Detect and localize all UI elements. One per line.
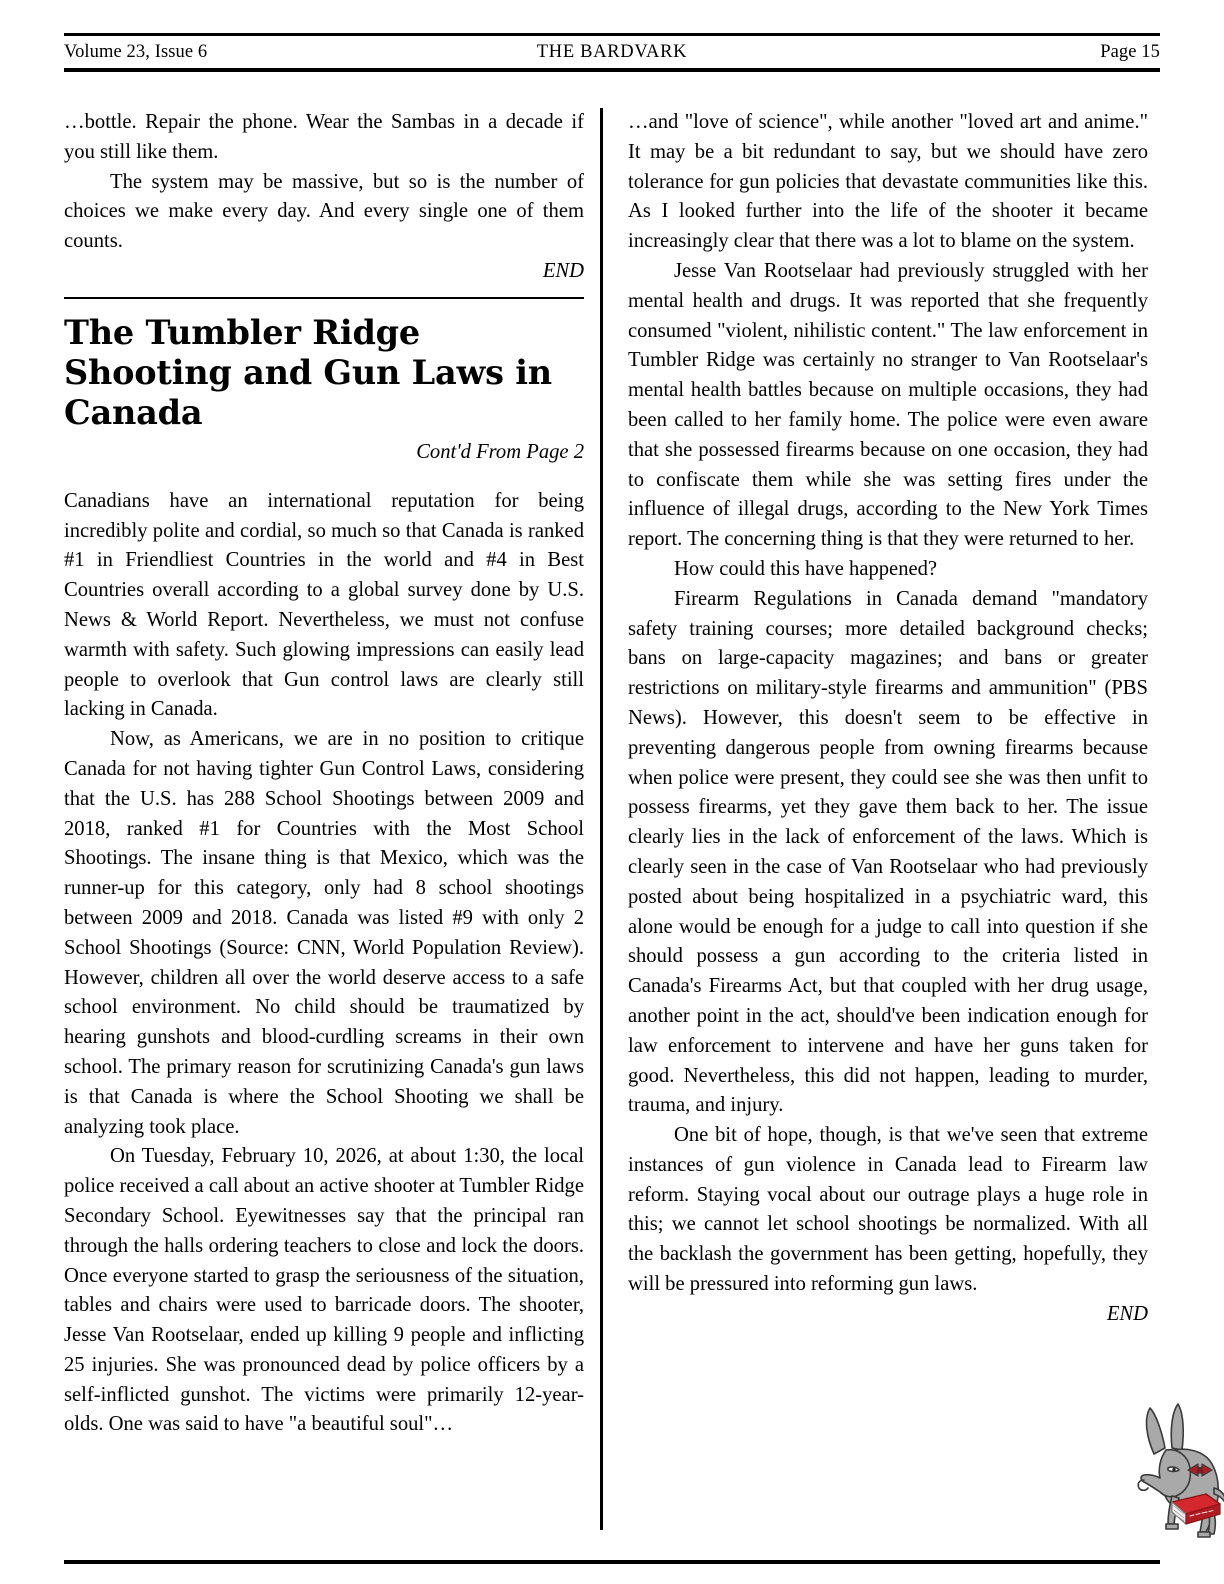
aardvark-mascot-illustration — [1128, 1392, 1224, 1544]
article-paragraph: Jesse Van Rootselaar had previously struggled with her mental health and drugs. It was reported that she frequently consumed "violent, nihilistic content." The law enforcement in Tumbler Ridge was certainly no stranger to Van Rootselaar's mental health battles because on multiple occasions, they had been called to her family home. The police were even aware that she possessed firearms because on one occasion, they had to confiscate them while she was setting fires under the influence of illegal drugs, according to the New York Times report. The concerning thing is that they were returned to her. — [628, 259, 1148, 551]
prev-article-end-mark: END — [542, 259, 584, 282]
story-separator-rule — [64, 297, 584, 299]
masthead — [64, 36, 1160, 68]
article-end-mark: END — [1106, 1302, 1148, 1325]
prev-article-paragraph: …bottle. Repair the phone. Wear the Sambas in a decade if you still like them. — [64, 111, 584, 163]
footer-rule — [64, 1560, 1160, 1564]
headline-spacer — [64, 465, 584, 487]
article-paragraph: How could this have happened? — [674, 557, 938, 580]
masthead-rule-bottom — [64, 68, 1160, 72]
right-column — [628, 108, 1148, 1330]
article-paragraph: On Tuesday, February 10, 2026, at about 1:30, the local police received a call about an active shooter at Tumbler Ridge Secondary School. Eyewitnesses say that the principal ran through the halls ordering teachers to close and lock the doors. Once everyone started to grasp the seriousness of the situation, tables and chairs were used to barricade doors. The shooter, Jesse Van Rootselaar, ended up killing 9 people and inflicting 25 injuries. She was pronounced dead by police officers by a self-inflicted gunshot. The victims were primarily 12-year-olds. One was said to have "a beautiful soul"… — [64, 1145, 584, 1436]
left-column — [64, 108, 584, 1440]
article-paragraph: Canadians have an international reputation for being incredibly polite and cordial, so much so that Canada is ranked #1 in Friendliest Countries in the world and #4 in Best Countries overall according to a global survey done by U.S. News & World Report. Nevertheless, we must not confuse warmth with safety. Such glowing impressions can easily lead people to overlook that Gun control laws are clearly still lacking in Canada. — [64, 489, 584, 721]
article-paragraph: Firearm Regulations in Canada demand "mandatory safety training courses; more detailed background checks; bans on large-capacity magazines; and bans or greater restrictions on military-style firearms and ammunition" (PBS News). However, this doesn't seem to be effective in preventing dangerous people from owning firearms because when police were present, they could see she was then unfit to possess firearms, yet they gave them back to her. The issue clearly lies in the lack of enforcement of the laws. Which is clearly seen in the case of Van Rootselaar who had previously posted about being hospitalized in a psychiatric ward, this alone would be enough for a judge to call into question if she should possess a gun according to the criteria listed in Canada's Firearms Act, but that coupled with her drug usage, another point in the act, should've been indication enough for law enforcement to intervene and have her guns taken for good. Nevertheless, this did not happen, leading to murder, trauma, and injury. — [628, 587, 1148, 1117]
prev-article-paragraph: The system may be massive, but so is the number of choices we make every day. And every single one of them counts. — [64, 170, 584, 253]
masthead-page-number: Page 15 — [1100, 41, 1160, 62]
column-divider — [600, 108, 603, 1530]
continued-from-label: Cont'd From Page 2 — [416, 440, 584, 463]
article-headline: The Tumbler Ridge Shooting and Gun Laws in Canada — [64, 312, 552, 432]
masthead-title: THE BARDVARK — [536, 41, 688, 62]
article-paragraph: Now, as Americans, we are in no position to critique Canada for not having tighter Gun Control Laws, considering that the U.S. has 288 School Shootings between 2009 and 2018, ranked #1 for Countries with the Most School Shootings. The insane thing is that Mexico, which was the runner-up for this category, only had 8 school shootings between 2009 and 2018. Canada was listed #9 with only 2 School Shootings (Source: CNN, World Population Review). However, children all over the world deserve access to a safe school environment. No child should be traumatized by hearing gunshots and blood-curdling screams in their own school. The primary reason for scrutinizing Canada's gun laws is that Canada is where the School Shooting we shall be analyzing took place. — [64, 728, 584, 1138]
article-paragraph: One bit of hope, though, is that we've seen that extreme instances of gun violence in Canada lead to Firearm law reform. Staying vocal about our outrage plays a huge role in this; we cannot let school shootings be normalized. With all the backlash the government has been getting, hopefully, they will be pressured into reforming gun laws. — [628, 1124, 1148, 1296]
masthead-volume: Volume 23, Issue 6 — [64, 41, 208, 62]
article-paragraph: …and "love of science", while another "loved art and anime." It may be a bit redundant to say, but we should have zero tolerance for gun policies that devastate communities like this. As I looked further into the life of the shooter it became increasingly clear that there was a lot to blame on the system. — [628, 111, 1148, 253]
